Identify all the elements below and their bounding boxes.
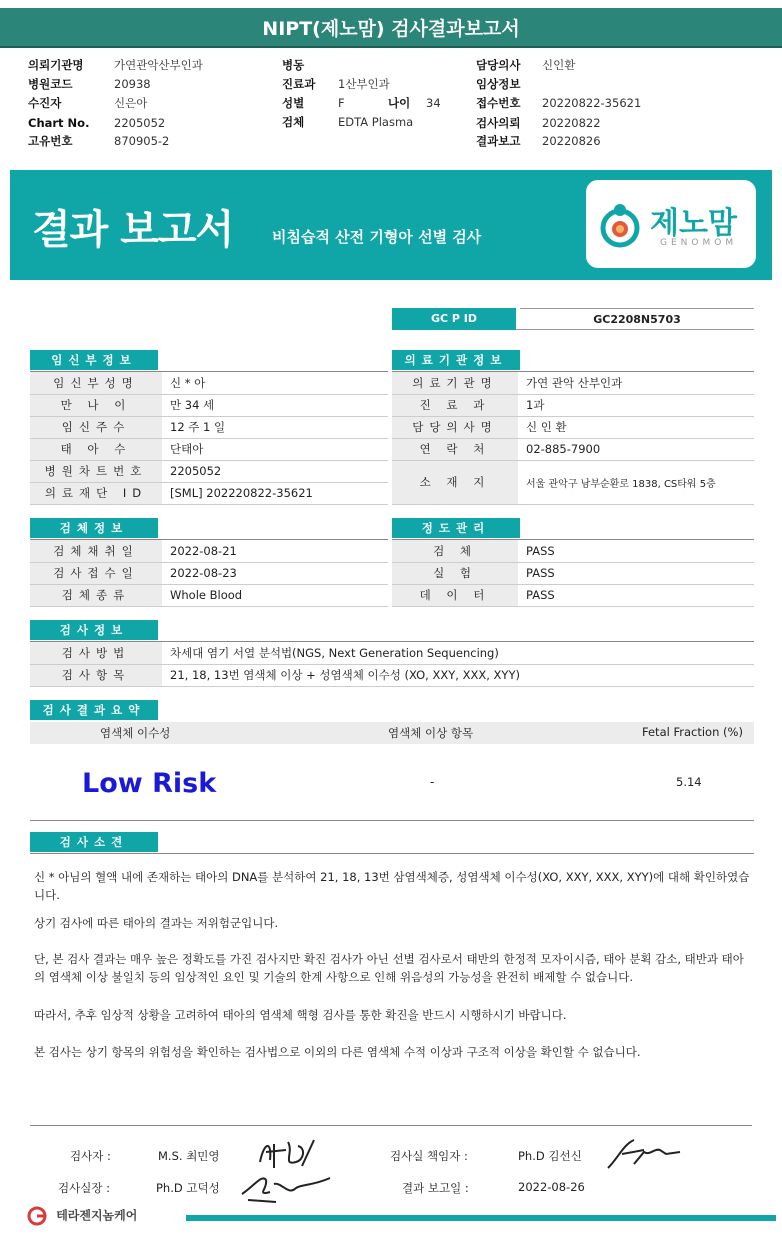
specimen-value: Whole Blood [162, 584, 388, 606]
banner-title: 결과 보고서 [32, 207, 234, 253]
institution-value: 서울 관악구 남부순환로 1838, CS타워 5층 [518, 460, 754, 504]
lab-lead-label: 검사실 책임자 : [390, 1149, 468, 1163]
institution-key: 의료기관명 [392, 372, 518, 394]
summary-heading: 검사결과요약 [30, 700, 158, 720]
pregnancy-key: 임신부성명 [30, 372, 162, 394]
institution-row [392, 438, 754, 460]
patient-label: 수진자 [28, 96, 62, 110]
test-key: 검사항목 [30, 664, 162, 686]
pregnancy-value: 12 주 1 일 [162, 416, 388, 438]
qc-heading: 정도관리 [392, 518, 520, 538]
institution-value: 가연 관악 산부인과 [518, 372, 754, 394]
institution-row [392, 394, 754, 416]
test-heading: 검사정보 [30, 620, 158, 640]
summary-divider [30, 820, 754, 821]
code-value: 20938 [114, 77, 151, 91]
finding-paragraph-3: 단, 본 검사 결과는 매우 높은 정확도를 가진 검사지만 확진 검사가 아닌 선별 검사로서 태반의 한정적 모자이시즘, 태아 분획 감소, 태반과 태아의 염색체 이상 불일치 등의 임상적인 요인 및 기술의 한계 사항으로 인해 위음성의 가능성을 완전히 배제할 수 없습니다. [34, 952, 744, 984]
hospital-value: 가연관악산부인과 [114, 58, 203, 72]
sex-label: 성별 [282, 96, 305, 110]
specimen-key: 검체종류 [30, 584, 162, 606]
dept-label: 진료과 [282, 77, 316, 91]
findings-heading: 검사소견 [30, 832, 158, 852]
unique-value: 870905-2 [114, 134, 170, 148]
pregnancy-value: 신 * 아 [162, 372, 388, 394]
report-label: 결과보고 [476, 134, 521, 148]
gcp-id-row [392, 308, 754, 330]
abnormal-result: - [430, 775, 435, 789]
clinical-label: 임상정보 [476, 77, 521, 91]
finding-paragraph-1: 신 * 아님의 혈액 내에 존재하는 태아의 DNA를 분석하여 21, 18, 13번 삼염색체증, 성염색체 이수성(XO, XXY, XXX, XYY)에 대해 확인하였습니다. [34, 870, 750, 902]
pregnancy-row [30, 394, 388, 416]
test-value: 차세대 염기 서열 분석법(NGS, Next Generation Sequencing) [162, 642, 754, 664]
institution-heading: 의료기관정보 [392, 350, 520, 370]
summary-col-ff: Fetal Fraction (%) [642, 725, 743, 739]
pregnancy-key: 태 아 수 [30, 438, 162, 460]
hospital-label: 의뢰기관명 [28, 58, 84, 72]
qc-key: 실 험 [392, 562, 518, 584]
finding-paragraph-5: 본 검사는 상기 항목의 위험성을 확인하는 검사법으로 이외의 다른 염색체 수적 이상과 구조적 이상을 확인할 수 없습니다. [34, 1045, 641, 1059]
unique-label: 고유번호 [28, 134, 73, 148]
test-key: 검사방법 [30, 642, 162, 664]
tester-value: M.S. 최민영 [158, 1149, 220, 1163]
logo-text: 제노맘 [650, 206, 737, 241]
specimen-row [30, 584, 388, 606]
specimen-value: EDTA Plasma [338, 115, 414, 129]
report-date-label: 결과 보고일 : [402, 1181, 469, 1195]
specimen-value: 2022-08-23 [162, 562, 388, 584]
footer-bar [186, 1215, 776, 1221]
report-date-value: 2022-08-26 [518, 1180, 585, 1194]
summary-col-aneuploidy: 염색체 이수성 [100, 726, 171, 740]
footer-divider [30, 1125, 752, 1126]
specimen-heading: 검체정보 [30, 518, 158, 538]
institution-value: 1과 [518, 394, 754, 416]
dept-value: 1산부인과 [338, 77, 390, 91]
specimen-value: 2022-08-21 [162, 540, 388, 562]
logo-subtext: GENOMOM [660, 238, 738, 248]
result-banner [10, 170, 772, 280]
specimen-table [30, 540, 388, 607]
risk-result: Low Risk [82, 768, 217, 799]
pregnancy-key: 만 나 이 [30, 394, 162, 416]
pregnancy-heading: 임신부정보 [30, 350, 158, 370]
institution-row [392, 372, 754, 394]
qc-row [392, 562, 754, 584]
banner-subtitle: 비침습적 산전 기형아 선별 검사 [272, 228, 482, 246]
doctor-value: 신인환 [542, 58, 576, 72]
director-value: Ph.D 고덕성 [156, 1181, 220, 1195]
pregnancy-key: 병원차트번호 [30, 460, 162, 482]
director-label: 검사실장 : [58, 1181, 110, 1195]
pregnancy-row [30, 460, 388, 482]
report-title: NIPT(제노맘) 검사결과보고서 [0, 8, 782, 48]
qc-key: 검 체 [392, 540, 518, 562]
report-value: 20220826 [542, 134, 601, 148]
company-name: 테라젠지놈케어 [56, 1208, 138, 1223]
ward-label: 병동 [282, 58, 305, 72]
institution-row [392, 416, 754, 438]
pregnancy-value: 단태아 [162, 438, 388, 460]
specimen-key: 검사접수일 [30, 562, 162, 584]
company-logo-icon [26, 1206, 52, 1226]
chart-value: 2205052 [114, 116, 166, 130]
code-label: 병원코드 [28, 77, 73, 91]
pregnancy-key: 임신주수 [30, 416, 162, 438]
qc-table [392, 540, 754, 607]
institution-value: 02-885-7900 [518, 438, 754, 460]
sex-value: F [338, 96, 345, 110]
qc-key: 데 이 터 [392, 584, 518, 606]
pregnancy-key: 의료재단 ID [30, 482, 162, 504]
summary-header-row [30, 722, 754, 744]
receipt-value: 20220822-35621 [542, 96, 642, 110]
genomom-logo-icon [600, 202, 640, 248]
request-value: 20220822 [542, 116, 601, 130]
doctor-label: 담당의사 [476, 58, 521, 72]
institution-table [392, 372, 754, 505]
qc-value: PASS [518, 540, 754, 562]
fetal-fraction-value: 5.14 [676, 775, 702, 789]
test-row [30, 642, 754, 664]
specimen-row [30, 562, 388, 584]
finding-paragraph-2: 상기 검사에 따른 태아의 결과는 저위험군입니다. [34, 916, 279, 930]
qc-value: PASS [518, 584, 754, 606]
finding-paragraph-4: 따라서, 추후 임상적 상황을 고려하여 태아의 염색체 핵형 검사를 통한 확진을 반드시 시행하시기 바랍니다. [34, 1008, 567, 1022]
qc-row [392, 540, 754, 562]
test-table [30, 642, 754, 687]
institution-value: 신 인 환 [518, 416, 754, 438]
specimen-row [30, 540, 388, 562]
pregnancy-value: 2205052 [162, 460, 388, 482]
qc-value: PASS [518, 562, 754, 584]
request-label: 검사의뢰 [476, 116, 521, 130]
director-signature [236, 1166, 336, 1206]
lab-lead-signature [604, 1134, 684, 1174]
lab-lead-value: Ph.D 김선신 [518, 1149, 582, 1163]
chart-label: Chart No. [28, 116, 90, 130]
findings-divider [30, 853, 754, 854]
specimen-key: 검체채취일 [30, 540, 162, 562]
institution-key: 연 락 처 [392, 438, 518, 460]
company-logo [26, 1206, 137, 1226]
pregnancy-value: 만 34 세 [162, 394, 388, 416]
receipt-label: 접수번호 [476, 96, 521, 110]
summary-col-abnormal: 염색체 이상 항목 [388, 726, 474, 740]
patient-value: 신은아 [114, 96, 148, 110]
pregnancy-row [30, 416, 388, 438]
pregnancy-table [30, 372, 388, 505]
age-value: 34 [426, 96, 441, 110]
pregnancy-row [30, 372, 388, 394]
institution-row [392, 460, 754, 504]
tester-label: 검사자 : [70, 1149, 111, 1163]
gcp-id-value: GC2208N5703 [520, 308, 754, 330]
specimen-label: 검체 [282, 115, 305, 129]
institution-key: 소 재 지 [392, 460, 518, 504]
age-label: 나이 [388, 96, 411, 110]
institution-key: 진 료 과 [392, 394, 518, 416]
qc-row [392, 584, 754, 606]
genomom-logo [586, 180, 756, 268]
pregnancy-value: [SML] 202220822-35621 [162, 482, 388, 504]
pregnancy-row [30, 482, 388, 504]
pregnancy-row [30, 438, 388, 460]
test-row [30, 664, 754, 686]
test-value: 21, 18, 13번 염색체 이상 + 성염색체 이수성 (XO, XXY, XXX, XYY) [162, 664, 754, 686]
gcp-id-label: GC P ID [392, 308, 516, 330]
institution-key: 담당의사명 [392, 416, 518, 438]
